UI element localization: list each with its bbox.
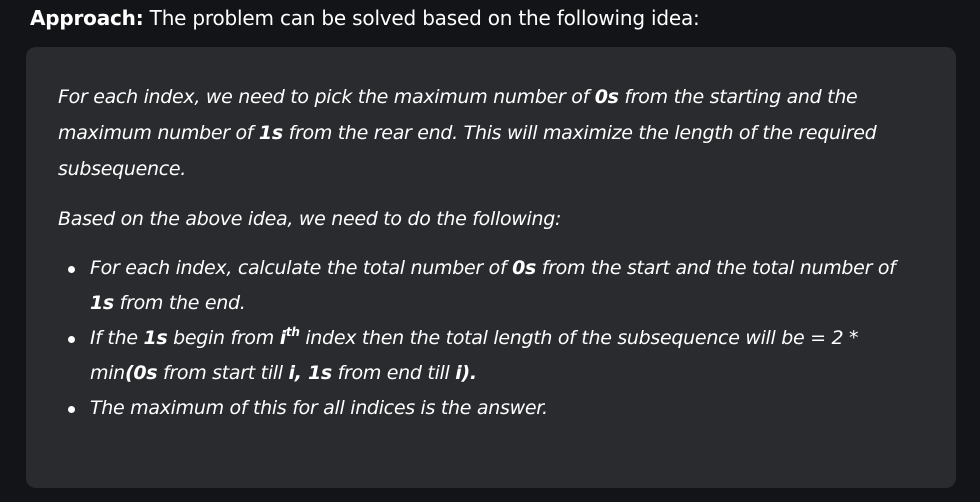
step-text: For each index, calculate the total number of xyxy=(90,257,513,279)
idea-paragraph xyxy=(58,79,924,187)
step-text: from start till xyxy=(157,362,289,384)
step-text: from end till xyxy=(331,362,456,384)
approach-heading xyxy=(30,4,700,32)
step-text: from the start and the total number of xyxy=(536,257,896,279)
steps-list xyxy=(58,251,924,426)
idea-text: from the rear end. This will maximize the length of the required subsequence. xyxy=(58,122,877,180)
idea-text: from the starting and the maximum number of xyxy=(58,86,858,144)
idea-blockquote xyxy=(26,47,956,488)
step-text: If the xyxy=(90,327,144,349)
step-text: from the end. xyxy=(113,292,246,314)
step-bold: 0s xyxy=(512,257,537,279)
list-item xyxy=(90,251,924,321)
idea-bold-ones: 1s xyxy=(258,122,283,144)
step-bold: 1s xyxy=(143,327,168,349)
idea-bold-zeros: 0s xyxy=(594,86,619,108)
approach-text: The problem can be solved based on the following idea: xyxy=(143,6,700,30)
step-text: begin from xyxy=(167,327,280,349)
list-item xyxy=(90,321,924,391)
steps-intro: Based on the above idea, we need to do the following: xyxy=(58,208,562,230)
step-text: index then the total length of the subsequence will be = 2 * min xyxy=(90,327,859,384)
step-bold: (0s xyxy=(124,362,158,384)
approach-label: Approach: xyxy=(30,6,144,30)
list-item: The maximum of this for all indices is the answer. xyxy=(90,391,924,426)
idea-text: For each index, we need to pick the maximum number of xyxy=(58,86,595,108)
ordinal-superscript: th xyxy=(285,325,300,339)
step-bold: i xyxy=(279,327,286,349)
step-bold: i, 1s xyxy=(288,362,332,384)
step-bold: 1s xyxy=(90,292,114,314)
step-bold: i). xyxy=(455,362,477,384)
